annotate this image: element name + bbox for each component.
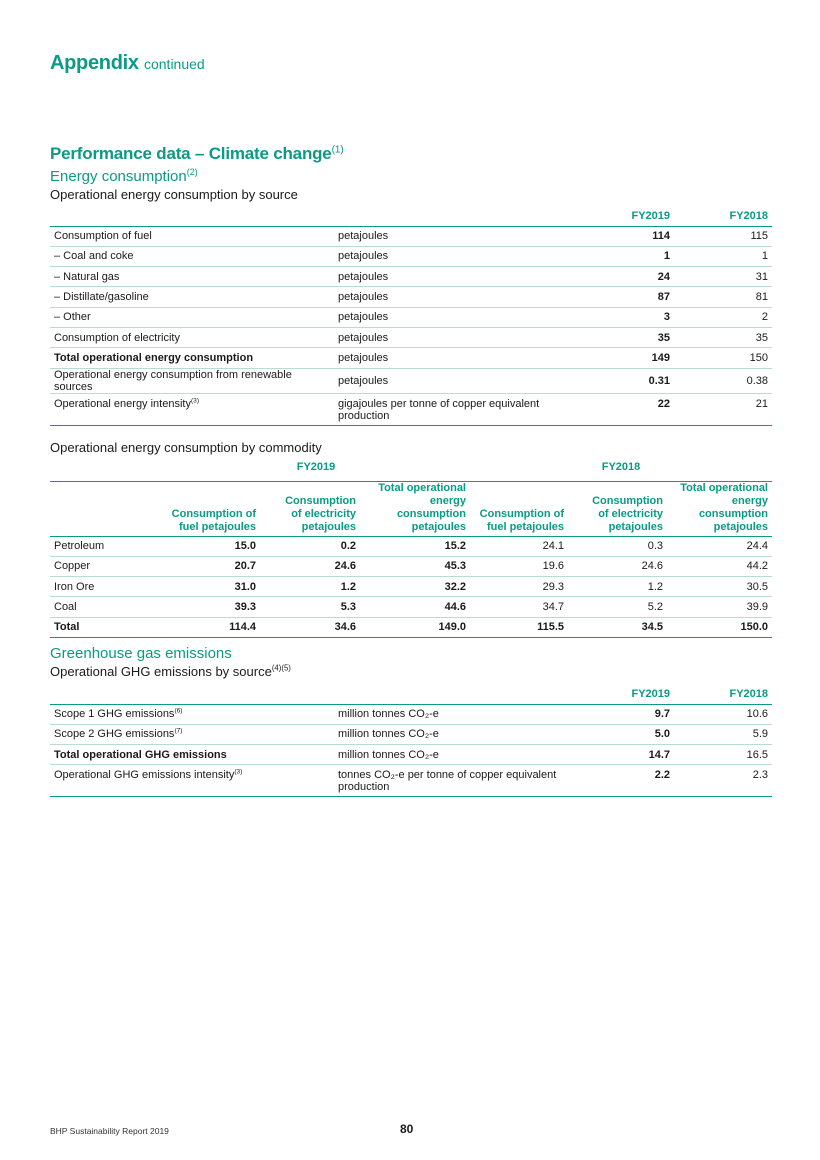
commodity-value: 0.3 [568,536,667,556]
commodity-value: 34.6 [260,617,360,637]
table-row [50,246,772,266]
commodity-label: Iron Ore [50,577,162,597]
value-fy2019: 149 [574,348,674,368]
value-fy2019: 114 [574,226,674,246]
value-fy2018: 21 [674,393,772,425]
commodity-value: 19.6 [470,556,568,576]
ghg-table [50,684,772,797]
table-row [50,536,772,556]
table-row [50,765,772,797]
table-row [50,597,772,617]
commodity-value: 24.1 [470,536,568,556]
page-header [50,52,205,75]
row-label: Consumption of fuel [50,226,334,246]
value-fy2019: 1 [574,246,674,266]
value-fy2018: 150 [674,348,772,368]
commodity-value: 31.0 [162,577,260,597]
value-fy2018: 2 [674,307,772,327]
hdr-total-2019: Total operational energy consumption petajoules [360,481,470,536]
value-fy2019: 22 [574,393,674,425]
table-row [50,393,772,425]
commodity-table-heading [50,440,772,455]
row-unit: petajoules [334,327,574,347]
page-header-title: Appendix [50,52,139,74]
value-fy2019: 9.7 [574,704,674,724]
row-unit: petajoules [334,246,574,266]
commodity-value: 15.0 [162,536,260,556]
energy-heading [50,168,772,202]
row-unit: petajoules [334,287,574,307]
row-unit: petajoules [334,348,574,368]
page-number: 80 [400,1122,414,1136]
footer-report: BHP Sustainability Report 2019 [50,1126,169,1136]
col-fy2019: FY2019 [574,206,674,226]
value-fy2019: 35 [574,327,674,347]
commodity-value: 15.2 [360,536,470,556]
commodity-table-title: Operational energy consumption by commodity [50,440,322,455]
row-label: – Distillate/gasoline [50,287,334,307]
commodity-value: 24.6 [568,556,667,576]
hdr-fuel-2018: Consumption of fuel petajoules [470,481,568,536]
row-unit: million tonnes CO₂-e [334,724,574,744]
commodity-value: 5.2 [568,597,667,617]
value-fy2019: 3 [574,307,674,327]
commodity-value: 20.7 [162,556,260,576]
value-fy2018: 10.6 [674,704,772,724]
commodity-value: 44.2 [667,556,772,576]
value-fy2018: 0.38 [674,368,772,393]
ghg-heading [50,645,772,679]
value-fy2019: 87 [574,287,674,307]
value-fy2018: 35 [674,327,772,347]
commodity-value: 30.5 [667,577,772,597]
ghg-title: Greenhouse gas emissions [50,645,232,662]
ghg-col-fy2018: FY2018 [674,684,772,704]
value-fy2019: 2.2 [574,765,674,797]
row-label: Operational energy intensity$^{(3)}$ [50,393,334,425]
commodity-label: Coal [50,597,162,617]
value-fy2019: 0.31 [574,368,674,393]
row-unit: gigajoules per tonne of copper equivalent production [334,393,574,425]
row-unit: petajoules [334,307,574,327]
value-fy2018: 115 [674,226,772,246]
commodity-value: 44.6 [360,597,470,617]
hdr-fuel-2019: Consumption of fuel petajoules [162,481,260,536]
energy-title: Energy consumption$^{(2)}$ [50,167,198,185]
table-row [50,226,772,246]
row-label: Consumption of electricity [50,327,334,347]
commodity-label: Total [50,617,162,637]
value-fy2018: 2.3 [674,765,772,797]
value-fy2018: 81 [674,287,772,307]
table-row [50,577,772,597]
row-label: Scope 2 GHG emissions$^{(7)}$ [50,724,334,744]
table-row [50,348,772,368]
table-row [50,287,772,307]
row-unit: petajoules [334,368,574,393]
value-fy2019: 5.0 [574,724,674,744]
row-label: Operational GHG emissions intensity$^{(3)}$ [50,765,334,797]
source-table-title: Operational energy consumption by source [50,187,298,202]
commodity-value: 24.6 [260,556,360,576]
commodity-value: 34.7 [470,597,568,617]
ghg-col-fy2019: FY2019 [574,684,674,704]
row-unit: petajoules [334,267,574,287]
commodity-value: 0.2 [260,536,360,556]
page-header-subtitle: continued [143,56,205,72]
table-row [50,307,772,327]
commodity-fy2019: FY2019 [162,461,470,481]
value-fy2018: 31 [674,267,772,287]
row-unit: million tonnes CO₂-e [334,745,574,765]
value-fy2019: 14.7 [574,745,674,765]
row-label: – Natural gas [50,267,334,287]
row-label: – Coal and coke [50,246,334,266]
commodity-value: 24.4 [667,536,772,556]
row-label: – Other [50,307,334,327]
energy-source-table [50,206,772,426]
table-row [50,368,772,393]
commodity-value: 149.0 [360,617,470,637]
row-unit: petajoules [334,226,574,246]
hdr-elec-2018: Consumption of electricity petajoules [568,481,667,536]
commodity-value: 5.3 [260,597,360,617]
row-unit: tonnes CO₂-e per tonne of copper equivalent production [334,765,574,797]
hdr-elec-2019: Consumption of electricity petajoules [260,481,360,536]
commodity-value: 39.3 [162,597,260,617]
commodity-value: 39.9 [667,597,772,617]
commodity-label: Petroleum [50,536,162,556]
table-row [50,724,772,744]
table-row [50,745,772,765]
row-label: Operational energy consumption from renewable sources [50,368,334,393]
table-row [50,617,772,637]
commodity-label: Copper [50,556,162,576]
table-row [50,327,772,347]
value-fy2018: 1 [674,246,772,266]
commodity-value: 34.5 [568,617,667,637]
commodity-value: 29.3 [470,577,568,597]
energy-commodity-table [50,461,772,638]
commodity-value: 150.0 [667,617,772,637]
commodity-value: 114.4 [162,617,260,637]
row-label: Scope 1 GHG emissions$^{(6)}$ [50,704,334,724]
row-label: Total operational energy consumption [50,348,334,368]
commodity-value: 1.2 [260,577,360,597]
commodity-fy2018: FY2018 [470,461,772,481]
commodity-value: 115.5 [470,617,568,637]
commodity-value: 1.2 [568,577,667,597]
table-row [50,267,772,287]
ghg-table-title: Operational GHG emissions by source$^{(4)(5)}$ [50,663,291,679]
hdr-total-2018: Total operational energy consumption petajoules [667,481,772,536]
table-row [50,556,772,576]
col-fy2018: FY2018 [674,206,772,226]
value-fy2019: 24 [574,267,674,287]
table-row [50,704,772,724]
value-fy2018: 16.5 [674,745,772,765]
row-label: Total operational GHG emissions [50,745,334,765]
commodity-value: 32.2 [360,577,470,597]
row-unit: million tonnes CO₂-e [334,704,574,724]
section-title: Performance data – Climate change$^{(1)}$ [50,144,344,163]
value-fy2018: 5.9 [674,724,772,744]
commodity-value: 45.3 [360,556,470,576]
